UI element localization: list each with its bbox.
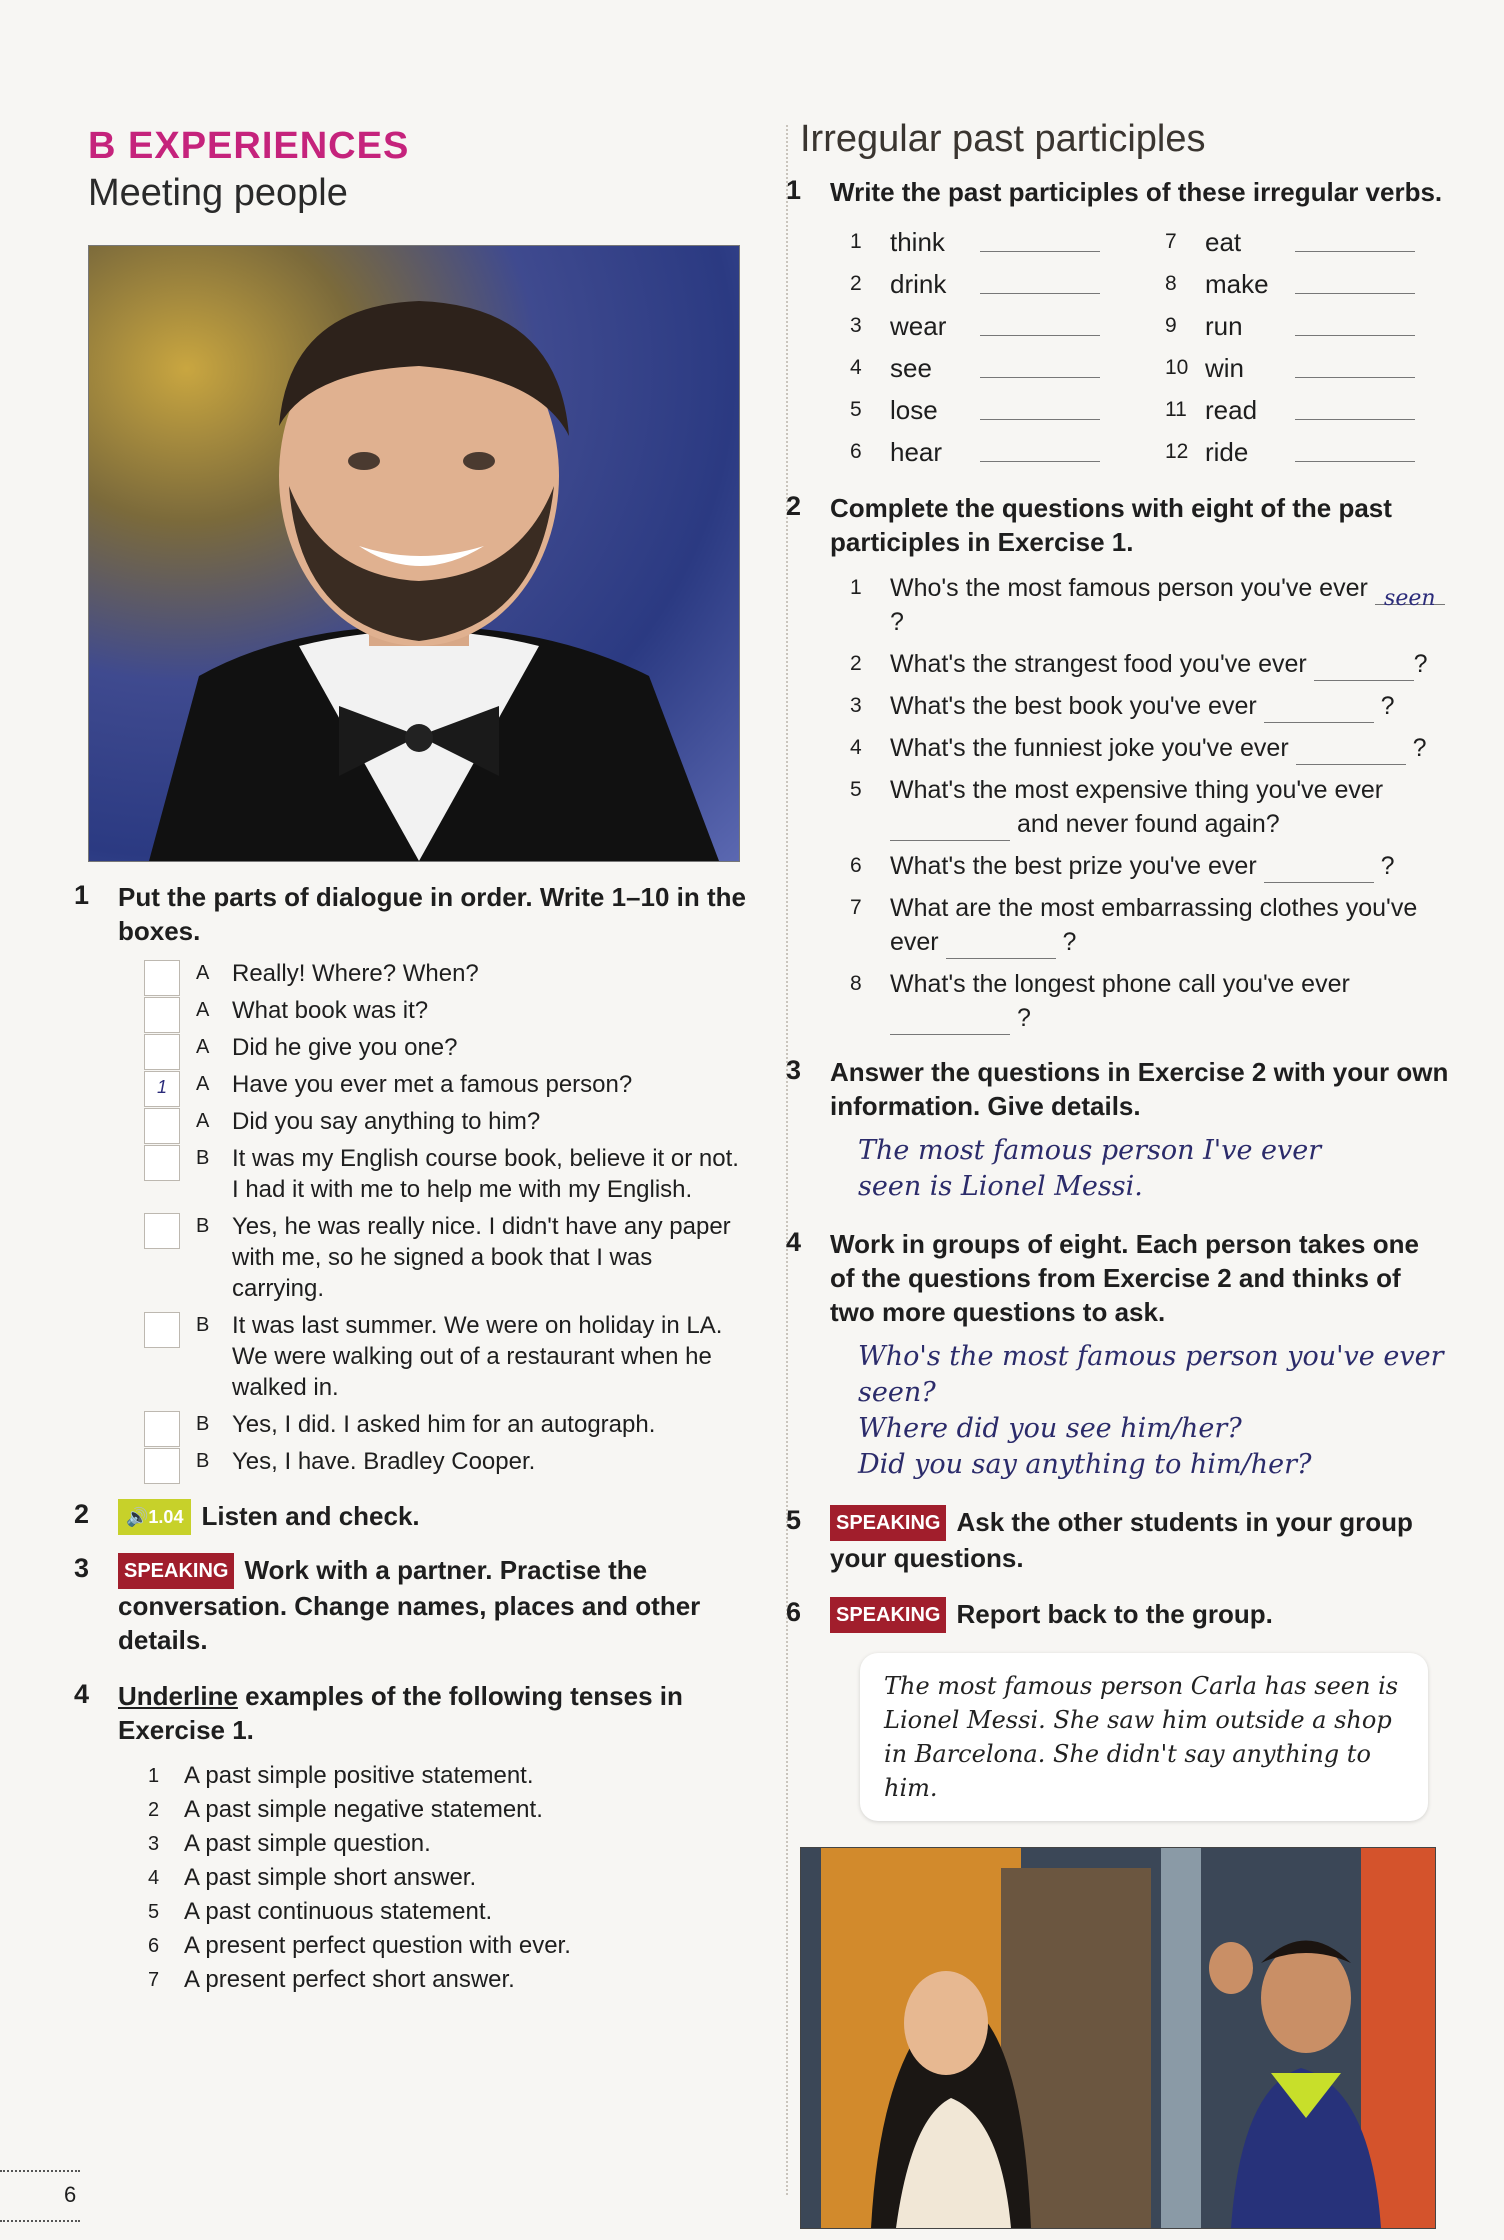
exercise-2 — [74, 1499, 748, 1535]
dialogue-text: Did you say anything to him? — [232, 1108, 541, 1135]
verb-item: 3 wear — [850, 305, 1135, 347]
answer-blank[interactable] — [1295, 321, 1415, 336]
exercise-number: 2 — [74, 1499, 90, 1529]
handwritten-line: Who's the most famous person you've ever seen? — [858, 1341, 1444, 1408]
answer-blank[interactable] — [1264, 700, 1374, 723]
speaker-label: B — [196, 1215, 210, 1237]
list-item: 4 A past simple short answer. — [148, 1864, 477, 1891]
exercise-instruction: Work in groups of eight. Each person takes one of the questions from Exercise 2 and thinks of two more questions to ask. — [830, 1229, 1419, 1327]
question-item: 4 What's the funniest joke you've ever ? — [850, 731, 1450, 765]
celebrity-photo — [88, 245, 740, 862]
order-box[interactable] — [144, 997, 180, 1033]
answer-blank[interactable] — [980, 447, 1100, 462]
question-item: 3 What's the best book you've ever ? — [850, 689, 1450, 723]
verb-item: 7 eat — [1165, 221, 1450, 263]
speaking-badge: SPEAKING — [118, 1553, 234, 1589]
answer-blank[interactable] — [946, 936, 1056, 959]
verb-item: 8 make — [1165, 263, 1450, 305]
dialogue-text: Yes, I did. I asked him for an autograph. — [232, 1411, 656, 1438]
speaker-label: B — [196, 1413, 210, 1435]
cartoon-illustration — [800, 1847, 1436, 2229]
exercise-number: 3 — [786, 1055, 802, 1085]
list-item: 7 A present perfect short answer. — [148, 1966, 515, 1993]
list-item: 2 A past simple negative statement. — [148, 1796, 543, 1823]
dialogue-list — [88, 958, 748, 1477]
question-item: 6 What's the best prize you've ever ? — [850, 849, 1450, 883]
list-item: 5 A past continuous statement. — [148, 1898, 493, 1925]
exercise-instruction: Work with a partner. Practise the conversation. Change names, places and other details. — [118, 1555, 701, 1655]
exercise-instruction: Ask the other students in your group your questions. — [830, 1507, 1413, 1573]
exercise-instruction: Listen and check. — [201, 1501, 420, 1531]
question-list — [800, 571, 1450, 1035]
answer-blank[interactable] — [1295, 363, 1415, 378]
exercise-number: 3 — [74, 1553, 90, 1583]
dialogue-row — [144, 1409, 748, 1440]
exercise-number: 6 — [786, 1597, 802, 1627]
answer-blank[interactable] — [980, 363, 1100, 378]
dialogue-row — [144, 1143, 748, 1205]
exercise-3-answers — [786, 1055, 1450, 1205]
speaker-label: B — [196, 1147, 210, 1169]
page-dots — [0, 2220, 80, 2222]
exercise-3 — [74, 1553, 748, 1657]
order-box[interactable] — [144, 1034, 180, 1070]
exercise-number: 1 — [74, 880, 90, 910]
speaker-label: A — [196, 1110, 210, 1132]
order-box[interactable]: 1 — [144, 1071, 180, 1107]
speaker-label: A — [196, 999, 210, 1021]
verb-item: 11 read — [1165, 389, 1450, 431]
question-item: 7 What are the most embarrassing clothes you've ever ? — [850, 891, 1450, 959]
handwritten-example: The most famous person I've ever seen is Lionel Messi. — [858, 1135, 1322, 1202]
dialogue-text: Really! Where? When? — [232, 960, 479, 987]
answer-blank[interactable] — [980, 321, 1100, 336]
underline-word: Underline — [118, 1681, 238, 1711]
order-box[interactable] — [144, 1448, 180, 1484]
dialogue-row — [144, 1069, 748, 1100]
answer-blank[interactable] — [890, 1012, 1010, 1035]
dialogue-text: Did he give you one? — [232, 1034, 458, 1061]
lesson-subtitle: Meeting people — [88, 172, 348, 214]
audio-track-number: 1.04 — [148, 1507, 184, 1527]
dialogue-text: It was my English course book, believe it or not. I had it with me to help me with my English. — [232, 1145, 739, 1203]
tense-list — [88, 1759, 748, 1997]
exercise-4 — [74, 1679, 748, 1997]
answer-blank[interactable] — [890, 818, 1010, 841]
dialogue-text: It was last summer. We were on holiday in LA. We were walking out of a restaurant when he walked in. — [232, 1312, 723, 1401]
speaking-badge: SPEAKING — [830, 1597, 946, 1633]
exercise-number: 5 — [786, 1505, 802, 1535]
answer-blank[interactable] — [1295, 405, 1415, 420]
dialogue-row — [144, 1106, 748, 1137]
right-column — [786, 118, 1450, 2229]
answer-blank[interactable] — [980, 405, 1100, 420]
speaking-badge: SPEAKING — [830, 1505, 946, 1541]
dialogue-row — [144, 1211, 748, 1304]
audio-track-badge[interactable] — [118, 1499, 191, 1535]
exercise-number: 4 — [74, 1679, 90, 1709]
unit-title: B EXPERIENCES — [88, 125, 410, 167]
answer-blank[interactable] — [1295, 237, 1415, 252]
verb-item: 10 win — [1165, 347, 1450, 389]
left-column — [74, 125, 748, 1997]
exercise-instruction: Report back to the group. — [956, 1599, 1273, 1629]
order-box[interactable] — [144, 1312, 180, 1348]
exercise-instruction: Put the parts of dialogue in order. Write 1–10 in the boxes. — [118, 882, 746, 946]
dialogue-text: Have you ever met a famous person? — [232, 1071, 633, 1098]
dialogue-row — [144, 1310, 748, 1403]
verb-item: 12 ride — [1165, 431, 1450, 473]
handwritten-line: Did you say anything to him/her? — [858, 1449, 1312, 1480]
dialogue-text: Yes, I have. Bradley Cooper. — [232, 1448, 536, 1475]
dialogue-row — [144, 995, 748, 1026]
verb-item: 9 run — [1165, 305, 1450, 347]
handwritten-line: Where did you see him/her? — [858, 1413, 1242, 1444]
speech-bubble: The most famous person Carla has seen is Lionel Messi. She saw him outside a shop in Barcelona. She didn't say anything to him. — [860, 1653, 1428, 1821]
exercise-instruction: Write the past participles of these irregular verbs. — [830, 177, 1443, 207]
answer-blank[interactable] — [1296, 742, 1406, 765]
list-item: 1 A past simple positive statement. — [148, 1762, 534, 1789]
man-in-bow-tie-illustration — [89, 246, 739, 861]
order-box[interactable] — [144, 1213, 180, 1249]
verb-item: 4 see — [850, 347, 1135, 389]
question-item: 5 What's the most expensive thing you've ever and never found again? — [850, 773, 1450, 841]
speaker-label: B — [196, 1450, 210, 1472]
list-item: 3 A past simple question. — [148, 1830, 431, 1857]
speaker-label: A — [196, 1073, 210, 1095]
page-dots — [0, 2170, 80, 2172]
order-box[interactable] — [144, 960, 180, 996]
exercise-number: 4 — [786, 1227, 802, 1257]
question-item: 1 Who's the most famous person you've ever seen? — [850, 571, 1450, 639]
speaker-label: A — [196, 1036, 210, 1058]
speaker-icon: 🔊 — [126, 1507, 149, 1527]
exercise-6-report — [786, 1597, 1450, 1821]
speaker-label: B — [196, 1314, 210, 1336]
handwritten-questions — [800, 1339, 1450, 1483]
verb-item: 2 drink — [850, 263, 1135, 305]
exercise-1-verbs — [786, 175, 1450, 473]
speaker-label: A — [196, 962, 210, 984]
exercise-instruction: examples of the following tenses in Exercise 1. — [118, 1681, 683, 1745]
exercise-number: 1 — [786, 175, 802, 205]
dialogue-row — [144, 958, 748, 989]
section-title: Irregular past participles — [800, 118, 1206, 160]
order-box[interactable] — [144, 1145, 180, 1181]
exercise-instruction: Complete the questions with eight of the past participles in Exercise 1. — [830, 493, 1392, 557]
answer-blank[interactable] — [1264, 860, 1374, 883]
question-item: 2 What's the strangest food you've ever ? — [850, 647, 1450, 681]
verb-item: 6 hear — [850, 431, 1135, 473]
answer-blank[interactable] — [1314, 658, 1414, 681]
exercise-4-groups — [786, 1227, 1450, 1483]
answer-blank[interactable] — [980, 237, 1100, 252]
column-divider — [786, 125, 788, 2195]
exercise-1 — [74, 880, 748, 1477]
exercise-instruction: Answer the questions in Exercise 2 with your own information. Give details. — [830, 1057, 1449, 1121]
order-box[interactable] — [144, 1411, 180, 1447]
exercise-2-questions — [786, 491, 1450, 1035]
verb-item: 5 lose — [850, 389, 1135, 431]
dialogue-text: What book was it? — [232, 997, 429, 1024]
list-item: 6 A present perfect question with ever. — [148, 1932, 571, 1959]
dialogue-row — [144, 1032, 748, 1063]
question-item: 8 What's the longest phone call you've ever ? — [850, 967, 1450, 1035]
answer-blank[interactable] — [1295, 279, 1415, 294]
dialogue-row — [144, 1446, 748, 1477]
order-box[interactable] — [144, 1108, 180, 1144]
answer-blank[interactable]: seen — [1375, 582, 1445, 605]
page-number: 6 — [64, 2182, 77, 2207]
exercise-5-speaking — [786, 1505, 1450, 1575]
answer-blank[interactable] — [980, 279, 1100, 294]
two-people-cartoon — [801, 1848, 1435, 2228]
verb-list — [800, 221, 1450, 473]
dialogue-text: Yes, he was really nice. I didn't have any paper with me, so he signed a book that I was carrying. — [232, 1213, 731, 1302]
exercise-number: 2 — [786, 491, 802, 521]
answer-blank[interactable] — [1295, 447, 1415, 462]
verb-item: 1 think — [850, 221, 1135, 263]
